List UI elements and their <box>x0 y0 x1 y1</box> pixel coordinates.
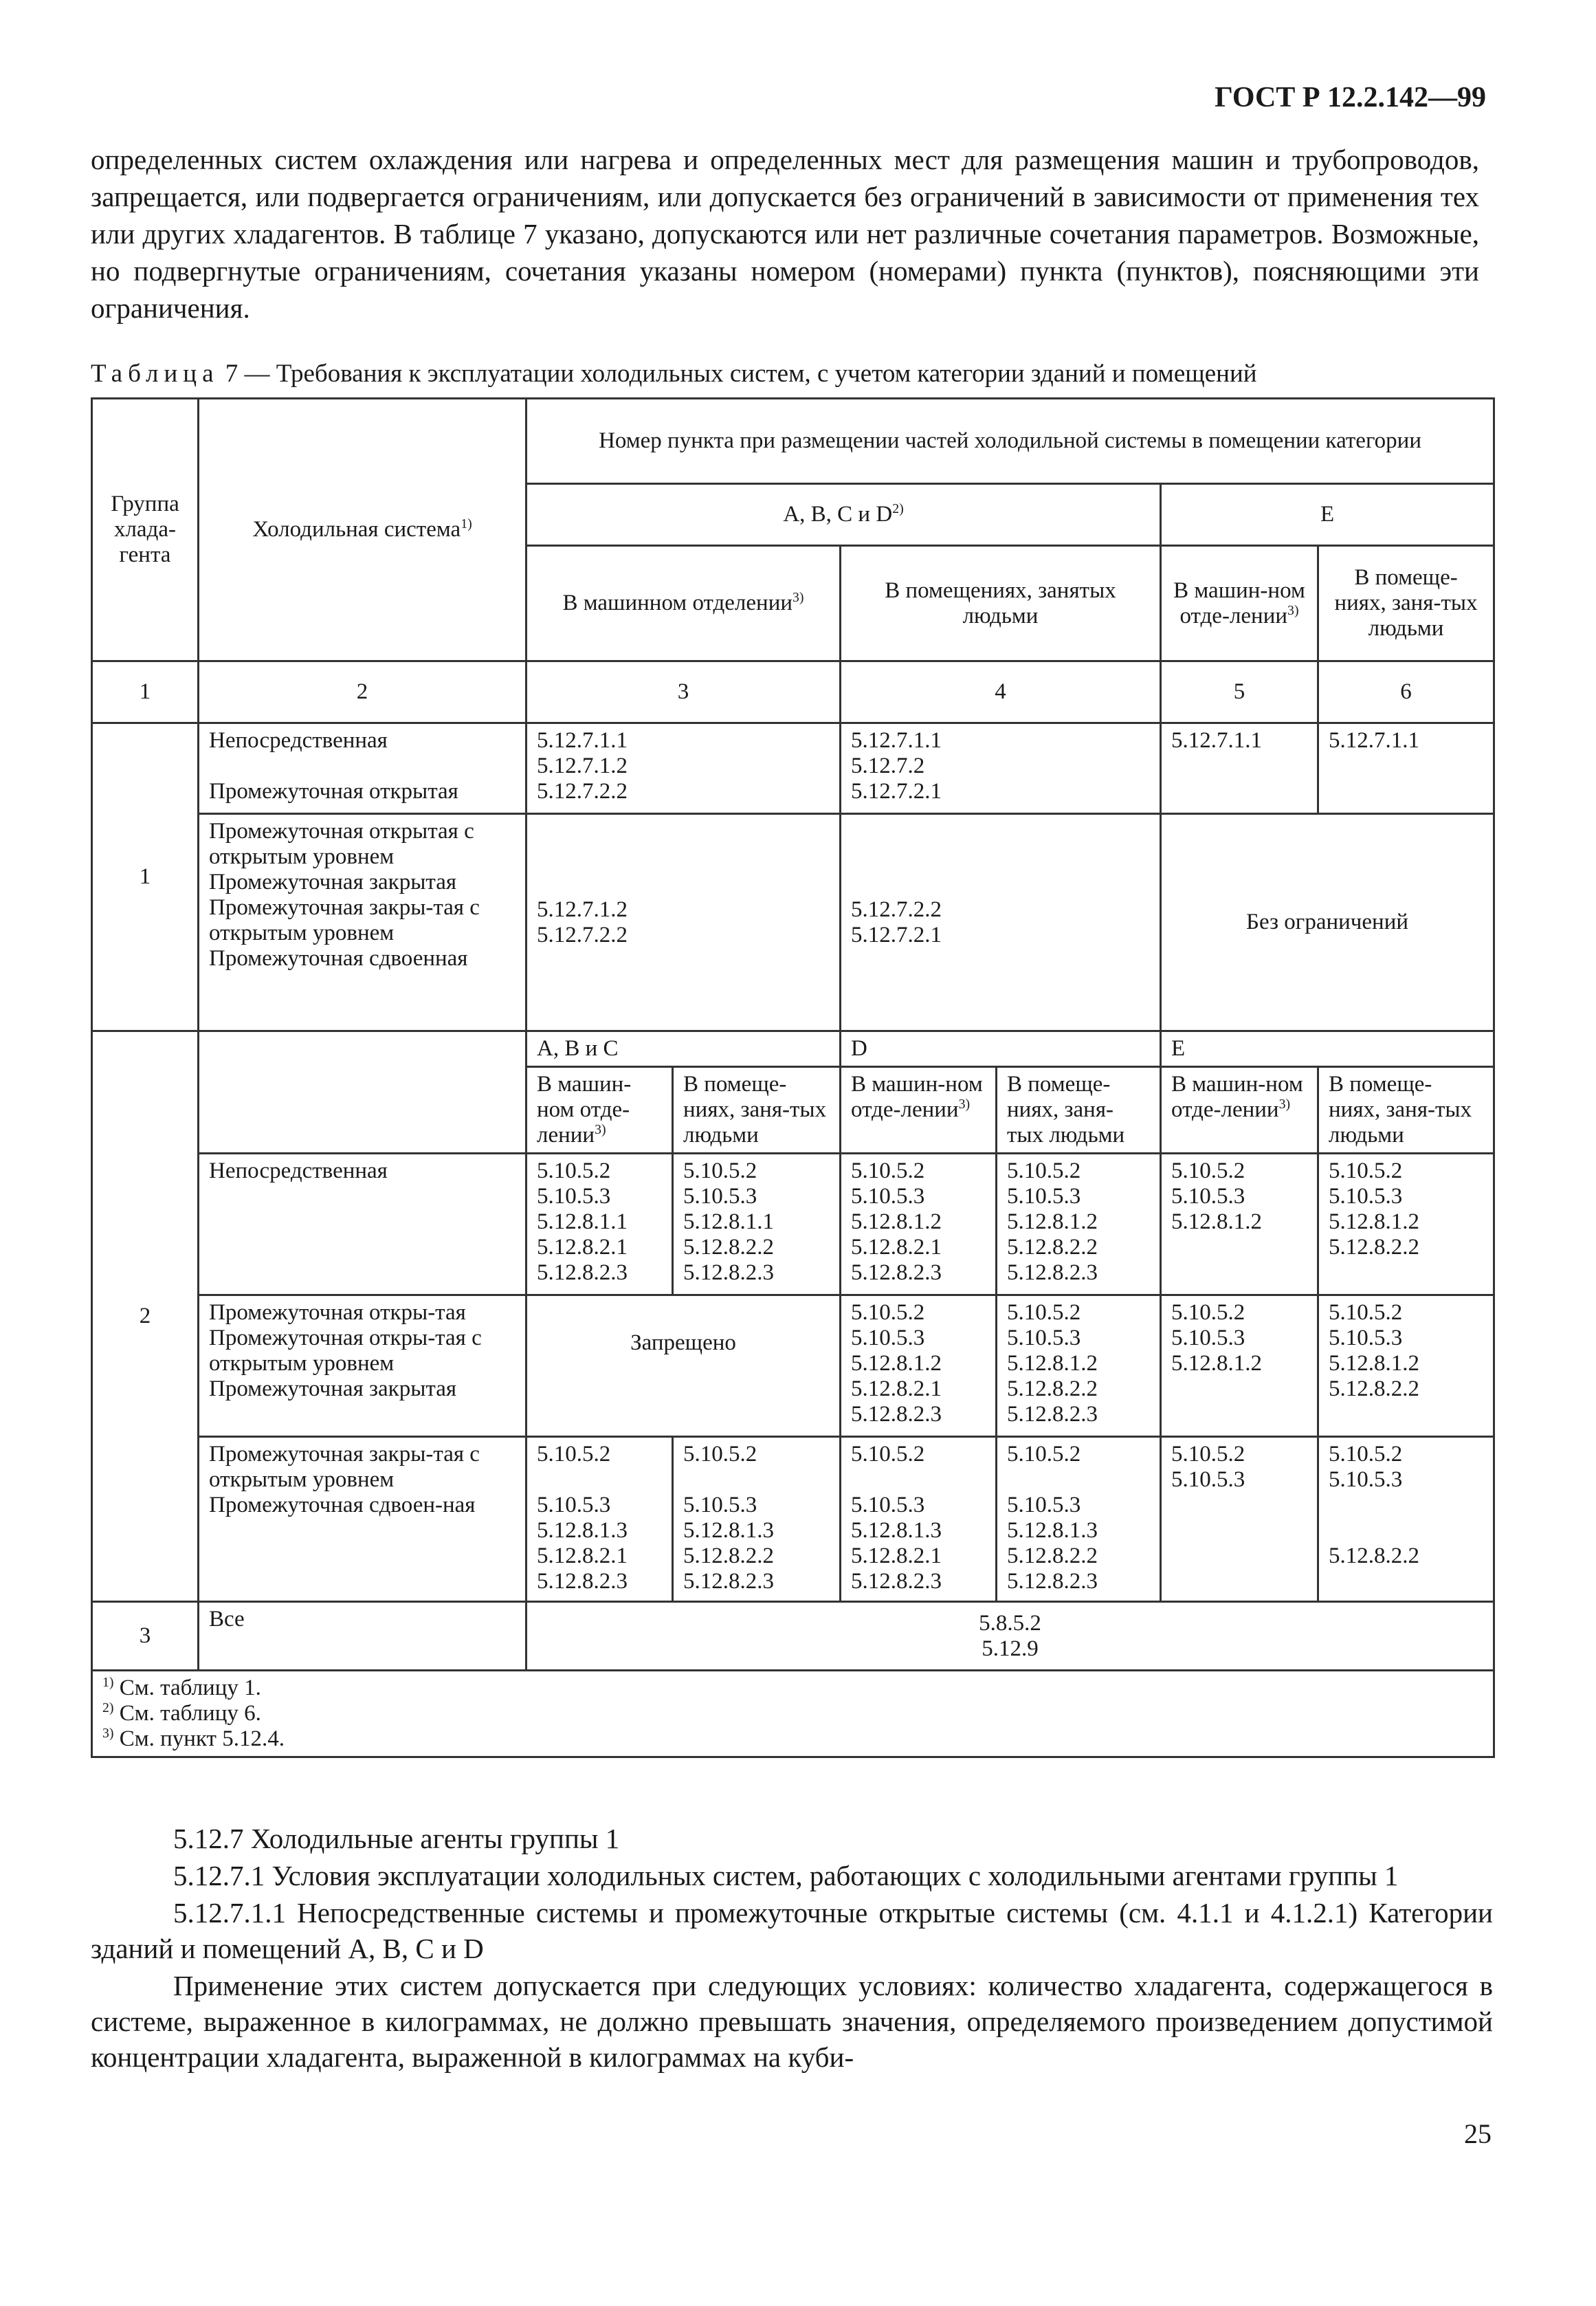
paragraph: 5.12.7.1 Условия эксплуатации холодильных систем, работающих с холодильными агентами группы 1 <box>173 1860 1399 1891</box>
refs-cell: 5.10.5.2 5.10.5.3 5.12.8.1.2 5.12.8.2.1 5.12.8.2.3 <box>841 1295 997 1437</box>
group-number: 3 <box>92 1602 199 1671</box>
refs-cell: 5.8.5.2 5.12.9 <box>527 1602 1494 1671</box>
forbidden-cell: Запрещено <box>527 1295 841 1437</box>
refs-cell: 5.10.5.2 5.10.5.3 5.12.8.1.1 5.12.8.2.2 5.12.8.2.3 <box>673 1154 841 1295</box>
system-cell: Непосредственная <box>199 1154 527 1295</box>
intro-paragraph: определенных систем охлаждения или нагрева и определенных мест для размещения машин и трубопроводов, запрещается, или подвергается ограничениям, или допускается без ограничений в зависимости от применения тех или других хладагентов. В таблице 7 указано, допускаются или нет различные сочетания параметров. Возможные, но подвергнутые ограничениям, сочетания указаны номером (номерами) пункта (пунктов), поясняющими эти ограничения. <box>91 144 1479 324</box>
subhead-machine: В машин-ном отде-лении$^{3)}$ <box>841 1067 997 1154</box>
refs-cell: 5.10.5.2 5.10.5.3 5.12.8.1.2 <box>1161 1295 1318 1437</box>
refs-cell: 5.10.5.2 5.10.5.3 5.12.8.1.3 5.12.8.2.2 5.12.8.2.3 <box>997 1437 1161 1602</box>
head-occupied-e: В помеще-ниях, заня-тых людьми <box>1318 546 1494 661</box>
subhead-machine: В машин-ном отде-лении$^{3)}$ <box>1161 1067 1318 1154</box>
section-heading: 5.12.7 Холодильные агенты группы 1 <box>173 1823 620 1854</box>
subhead-occupied: В помеще-ниях, заня-тых людьми <box>673 1067 841 1154</box>
refs-cell: 5.12.7.1.1 <box>1161 723 1318 814</box>
footnote: $^{3)}$ См. пункт 5.12.4. <box>102 1726 285 1751</box>
refs-cell: 5.10.5.2 5.10.5.3 5.12.8.1.3 5.12.8.2.2 5.12.8.2.3 <box>673 1437 841 1602</box>
table-caption <box>91 359 1493 388</box>
system-cell-empty <box>199 1031 527 1154</box>
refs-cell: 5.10.5.2 5.10.5.3 5.12.8.1.2 5.12.8.2.2 <box>1318 1295 1494 1437</box>
table-caption-text: 7 — Требования к эксплуатации холодильных систем, с учетом категории зданий и помещений <box>219 360 1257 388</box>
footnote: $^{1)}$ См. таблицу 1. <box>102 1675 261 1700</box>
refs-cell: 5.10.5.2 5.10.5.3 5.12.8.1.3 5.12.8.2.1 5.12.8.2.3 <box>841 1437 997 1602</box>
footnote: $^{2)}$ См. таблицу 6. <box>102 1700 261 1726</box>
body-text <box>91 1821 1493 2076</box>
paragraph: 5.12.7.1.1 Непосредственные системы и промежуточные открытые системы (см. 4.1.1 и 4.1.2.1) Категории зданий и помещений А, В, С и D <box>91 1897 1493 1964</box>
refs-cell: 5.12.7.1.1 5.12.7.2 5.12.7.2.1 <box>841 723 1161 814</box>
table-footnotes <box>92 1671 1494 1757</box>
subhead-occupied: В помеще-ниях, заня-тых людьми <box>997 1067 1161 1154</box>
head-system: Холодильная система$^{1)}$ <box>199 399 527 661</box>
subhead-cat-e: Е <box>1161 1031 1494 1067</box>
refs-cell: 5.10.5.2 5.10.5.3 5.12.8.1.2 5.12.8.2.2 <box>1318 1154 1494 1295</box>
col-number: 5 <box>1161 661 1318 723</box>
system-cell: Промежуточная закры-тая с открытым уровнем Промежуточная сдвоен-ная <box>199 1437 527 1602</box>
refs-cell: 5.10.5.2 5.10.5.3 5.12.8.1.2 <box>1161 1154 1318 1295</box>
paragraph: Применение этих систем допускается при следующих условиях: количество хладагента, содержащегося в системе, выраженное в килограммах, не должно превышать значения, определяемого произведением допустимой концентрации хладагента, выраженной в килограммах на куби- <box>91 1970 1493 2073</box>
head-machine-room: В машинном отделении$^{3)}$ <box>527 546 841 661</box>
subhead-cat-abc: А, В и С <box>527 1031 841 1067</box>
col-number: 2 <box>199 661 527 723</box>
col-number: 6 <box>1318 661 1494 723</box>
head-group: Группа хлада-гента <box>92 399 199 661</box>
page-number: 25 <box>1464 2118 1492 2149</box>
refs-cell: 5.10.5.2 5.10.5.3 5.12.8.1.3 5.12.8.2.1 5.12.8.2.3 <box>527 1437 673 1602</box>
refs-cell: 5.10.5.2 5.10.5.3 5.12.8.1.2 5.12.8.2.2 5.12.8.2.3 <box>997 1154 1161 1295</box>
refs-cell: 5.12.7.1.1 5.12.7.1.2 5.12.7.2.2 <box>527 723 841 814</box>
head-placement: Номер пункта при размещении частей холодильной системы в помещении категории <box>527 399 1494 484</box>
head-cat-e: Е <box>1161 484 1494 546</box>
refs-cell: 5.12.7.1.2 5.12.7.2.2 <box>527 814 841 1031</box>
subhead-cat-d: D <box>841 1031 1161 1067</box>
refs-cell: 5.10.5.2 5.10.5.3 5.12.8.2.2 <box>1318 1437 1494 1602</box>
table-caption-label: Таблица <box>91 360 219 388</box>
col-number: 1 <box>92 661 199 723</box>
head-occupied: В помещениях, занятых людьми <box>841 546 1161 661</box>
col-number: 4 <box>841 661 1161 723</box>
refs-cell: 5.10.5.2 5.10.5.3 <box>1161 1437 1318 1602</box>
col-number: 3 <box>527 661 841 723</box>
system-cell: Промежуточная открытая с открытым уровнем Промежуточная закрытая Промежуточная закры-тая с открытым уровнем Промежуточная сдвоенная <box>199 814 527 1031</box>
refs-cell: 5.10.5.2 5.10.5.3 5.12.8.1.1 5.12.8.2.1 5.12.8.2.3 <box>527 1154 673 1295</box>
refs-cell: 5.12.7.1.1 <box>1318 723 1494 814</box>
no-restrictions-cell: Без ограничений <box>1161 814 1494 1031</box>
system-cell: Все <box>199 1602 527 1671</box>
system-cell: Непосредственная Промежуточная открытая <box>199 723 527 814</box>
refs-cell: 5.10.5.2 5.10.5.3 5.12.8.1.2 5.12.8.2.1 5.12.8.2.3 <box>841 1154 997 1295</box>
subhead-occupied: В помеще-ниях, заня-тых людьми <box>1318 1067 1494 1154</box>
refs-cell: 5.10.5.2 5.10.5.3 5.12.8.1.2 5.12.8.2.2 5.12.8.2.3 <box>997 1295 1161 1437</box>
system-cell: Промежуточная откры-тая Промежуточная откры-тая с открытым уровнем Промежуточная закрытая <box>199 1295 527 1437</box>
requirements-table <box>91 397 1495 1758</box>
head-cat-abcd: А, В, С и $D^{2)}$ <box>527 484 1161 546</box>
subhead-machine: В машин-ном отде-лении$^{3)}$ <box>527 1067 673 1154</box>
group-number: 2 <box>92 1031 199 1602</box>
group-number: 1 <box>92 723 199 1031</box>
document-header: ГОСТ Р 12.2.142—99 <box>1215 82 1486 113</box>
refs-cell: 5.12.7.2.2 5.12.7.2.1 <box>841 814 1161 1031</box>
head-machine-room-e: В машин-ном отде-лении$^{3)}$ <box>1161 546 1318 661</box>
